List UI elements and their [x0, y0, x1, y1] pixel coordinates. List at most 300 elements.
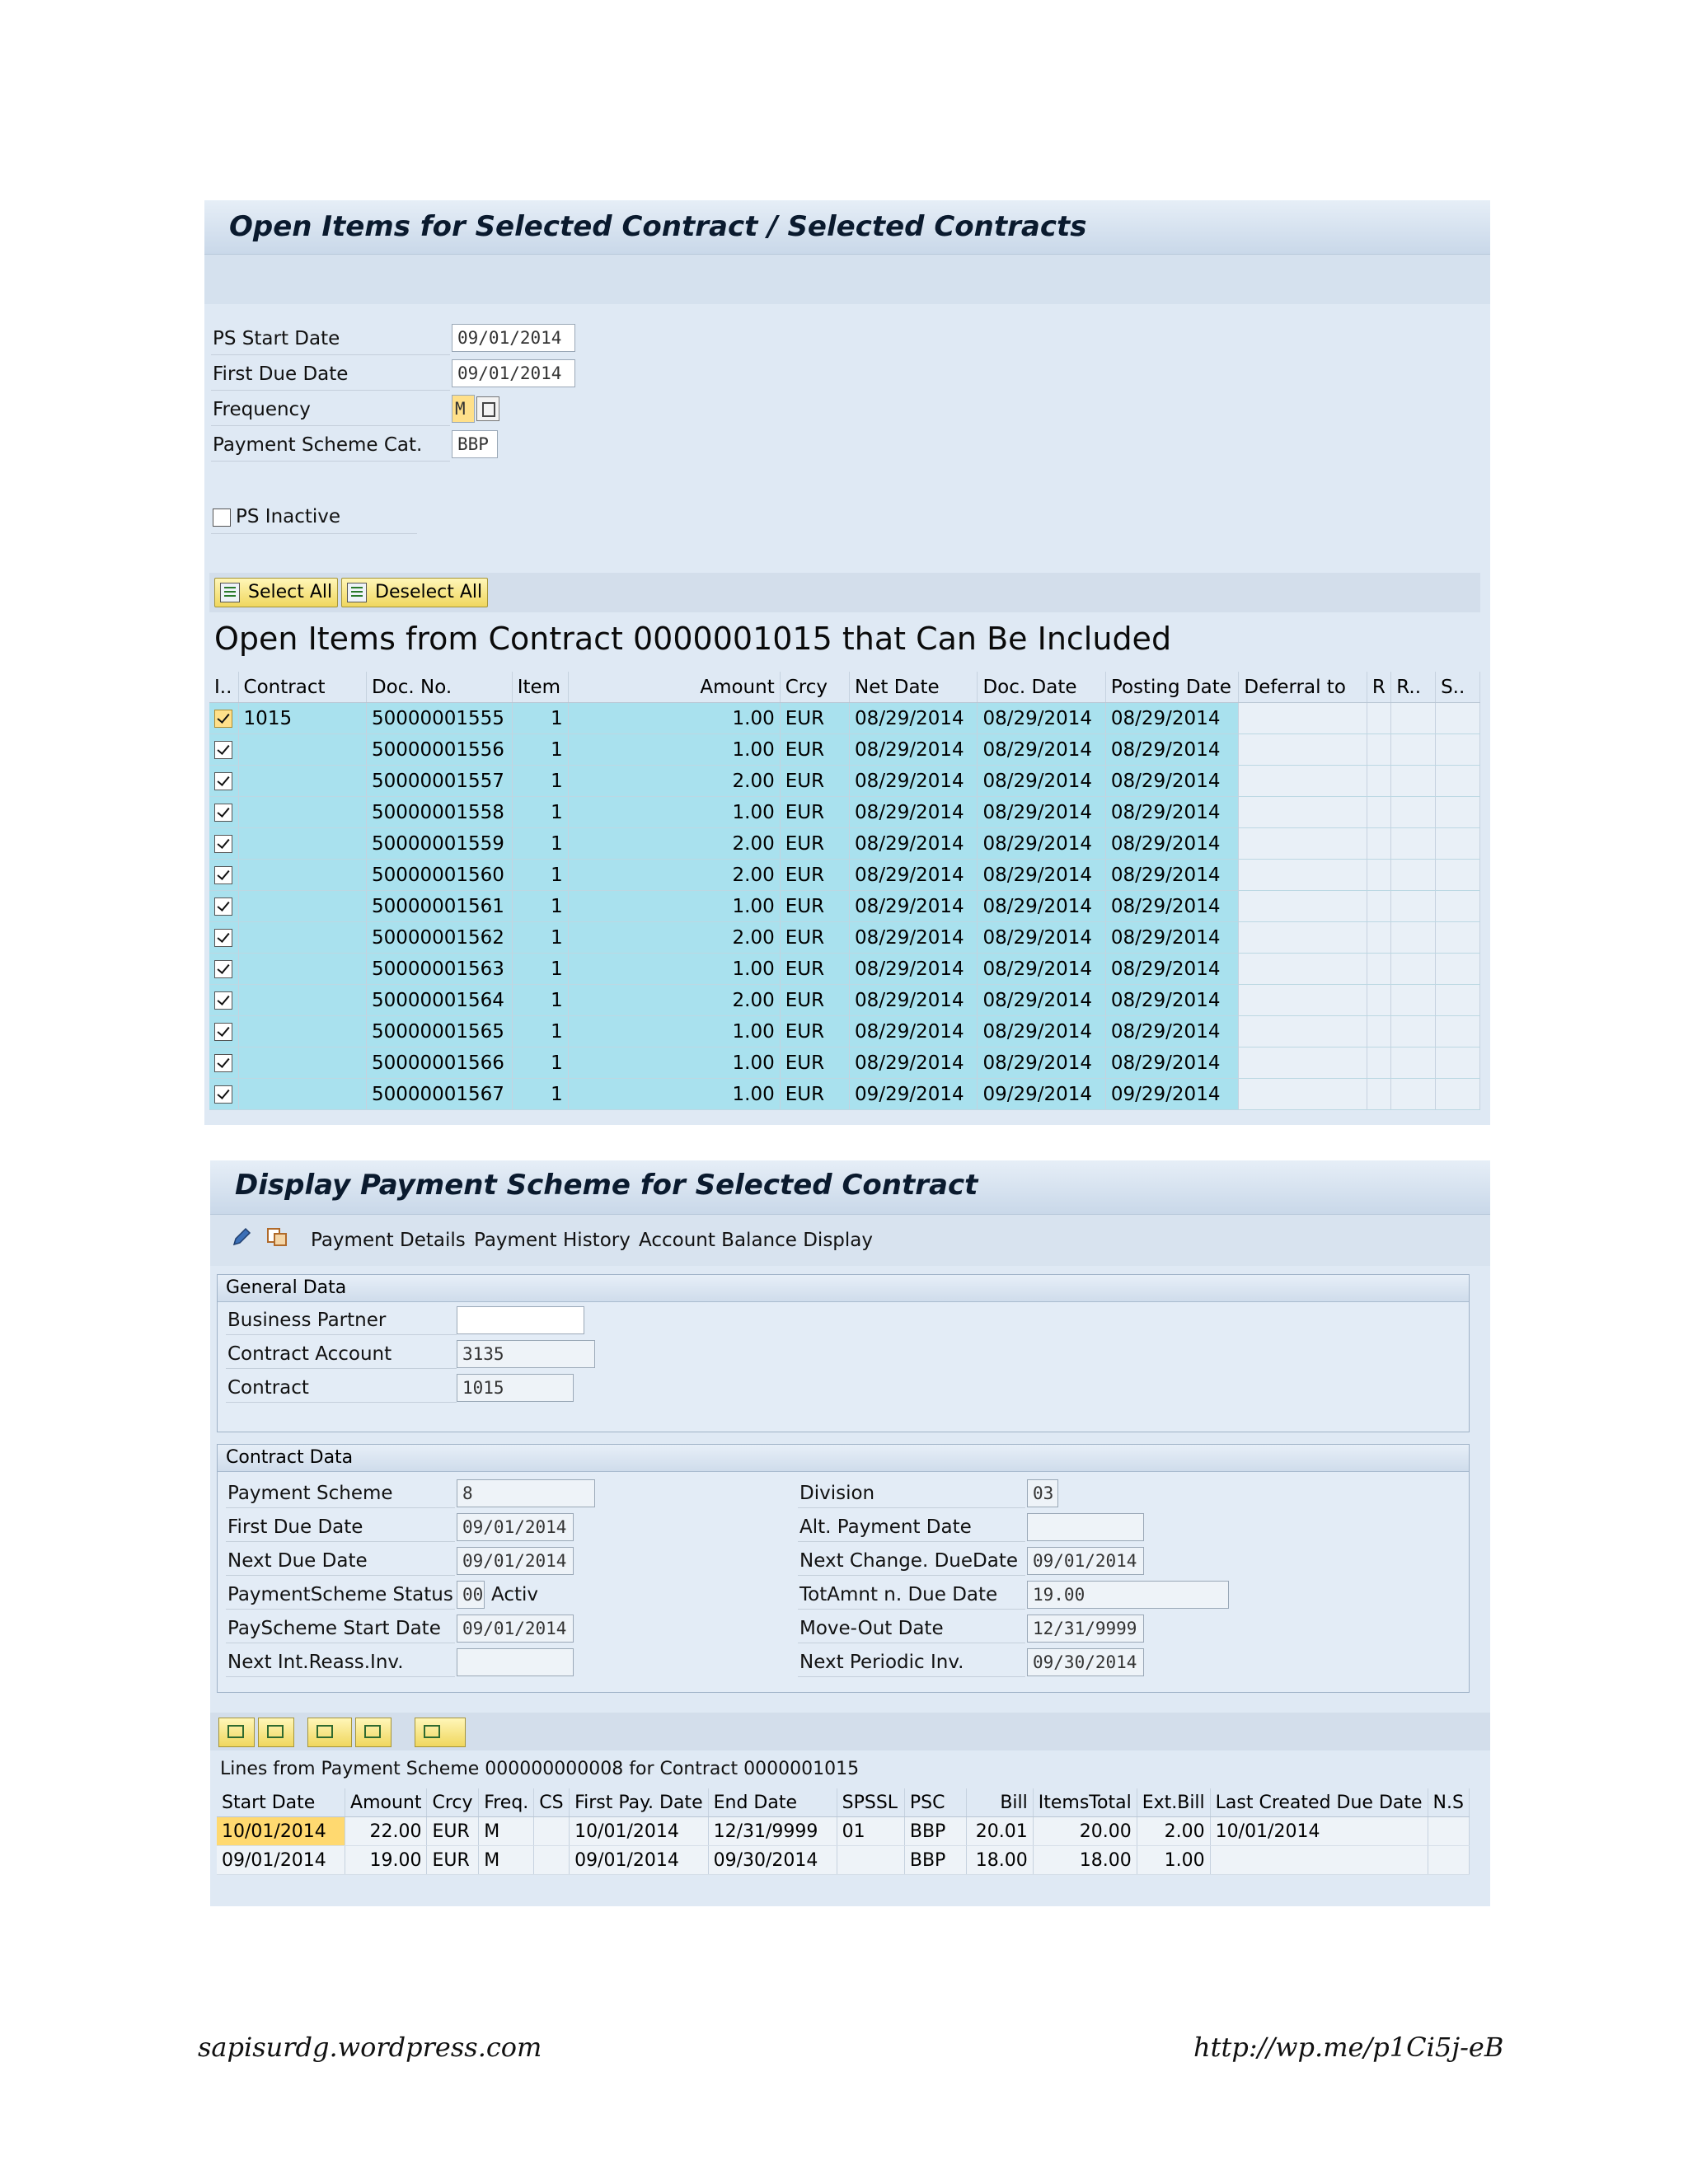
table-cell: 09/29/2014 [978, 1079, 1105, 1110]
contract-data-field[interactable]: 19.00 [1027, 1581, 1229, 1609]
col-header[interactable]: First Pay. Date [570, 1788, 709, 1817]
table-cell [1239, 797, 1367, 828]
table-row[interactable] [209, 828, 1480, 860]
contract-data-field[interactable]: 09/01/2014 [1027, 1547, 1144, 1575]
table-cell: 50000001561 [366, 891, 512, 922]
table-cell [1436, 797, 1480, 828]
table-cell [1436, 954, 1480, 985]
select-all-label: Select All [248, 582, 333, 602]
label-underline [798, 1676, 1025, 1677]
col-header[interactable]: Posting Date [1105, 672, 1239, 703]
table-cell [238, 1016, 366, 1047]
col-header[interactable]: N.S [1428, 1788, 1469, 1817]
payment-history-button[interactable]: Payment History [474, 1230, 631, 1251]
ps-start-date-field[interactable]: 09/01/2014 [452, 324, 575, 352]
account-balance-display-button[interactable]: Account Balance Display [639, 1230, 873, 1251]
table-cell [1367, 828, 1390, 860]
general-data-heading: General Data [218, 1275, 1469, 1302]
col-header[interactable]: Doc. Date [978, 672, 1105, 703]
contract-data-label: Next Int.Reass.Inv. [227, 1652, 404, 1673]
switch-display-icon[interactable] [266, 1226, 288, 1248]
contract-data-label: Payment Scheme [227, 1483, 393, 1504]
table-cell: 1 [512, 922, 568, 954]
table-cell: 08/29/2014 [978, 766, 1105, 797]
table-cell: 10/01/2014 [217, 1817, 345, 1846]
table-cell: 08/29/2014 [978, 1016, 1105, 1047]
table-cell [1239, 703, 1367, 734]
table-cell: 2.00 [568, 985, 780, 1016]
contract-data-group [217, 1444, 1470, 1693]
col-header[interactable]: Amount [345, 1788, 427, 1817]
table-cell [1239, 860, 1367, 891]
ps-start-date-label: PS Start Date [213, 328, 340, 349]
col-header[interactable]: Ext.Bill [1137, 1788, 1210, 1817]
table-cell: 08/29/2014 [1105, 734, 1239, 766]
table-cell: 1.00 [568, 891, 780, 922]
table-cell: 50000001566 [366, 1047, 512, 1079]
table-cell: M [479, 1817, 534, 1846]
table-cell [1367, 1047, 1390, 1079]
table-cell [1367, 703, 1390, 734]
table-cell: 01 [837, 1817, 904, 1846]
open-items-panel [204, 200, 1490, 1125]
label-underline [226, 1334, 457, 1335]
table-cell: 50000001567 [366, 1079, 512, 1110]
col-header[interactable]: Last Created Due Date [1210, 1788, 1428, 1817]
table-cell [209, 922, 238, 954]
col-header[interactable]: Deferral to [1239, 672, 1367, 703]
payment-scheme-cat-field[interactable]: BBP [452, 430, 498, 458]
row-select-checkbox[interactable] [214, 804, 232, 822]
table-cell: 1 [512, 1047, 568, 1079]
table-cell: 08/29/2014 [978, 734, 1105, 766]
col-header[interactable]: CS [534, 1788, 570, 1817]
row-select-checkbox[interactable] [214, 1085, 232, 1104]
table-cell: EUR [427, 1817, 479, 1846]
contract-data-label: Next Periodic Inv. [799, 1652, 964, 1673]
table-cell [1391, 766, 1436, 797]
label-underline [798, 1507, 1025, 1508]
table-cell [238, 828, 366, 860]
table-cell [1239, 891, 1367, 922]
table-cell [1367, 922, 1390, 954]
table-cell: 50000001556 [366, 734, 512, 766]
table-cell: 1.00 [568, 1047, 780, 1079]
col-header[interactable]: ItemsTotal [1033, 1788, 1137, 1817]
table-cell: 1 [512, 1016, 568, 1047]
table-cell: 08/29/2014 [978, 1047, 1105, 1079]
table-cell: 50000001558 [366, 797, 512, 828]
table-row[interactable] [209, 985, 1480, 1016]
table-cell [1239, 828, 1367, 860]
table-cell: 19.00 [345, 1846, 427, 1875]
table-cell: 18.00 [1033, 1846, 1137, 1875]
contract-data-field[interactable]: 8 [457, 1479, 595, 1507]
table-cell [209, 1079, 238, 1110]
table-cell: 1.00 [1137, 1846, 1210, 1875]
deselect-all-button[interactable] [341, 578, 488, 607]
table-cell [1391, 797, 1436, 828]
table-cell [209, 734, 238, 766]
table-cell [534, 1817, 570, 1846]
sort-descending-icon[interactable] [258, 1718, 294, 1747]
table-cell [1239, 766, 1367, 797]
table-cell: BBP [904, 1817, 966, 1846]
contract-account-field[interactable]: 3135 [457, 1340, 595, 1368]
table-cell [1436, 1079, 1480, 1110]
table-cell [238, 1047, 366, 1079]
table-cell: 08/29/2014 [1105, 860, 1239, 891]
footer-right-url: http://wp.me/p1Ci5j-eB [1193, 2032, 1504, 2063]
table-cell: 08/29/2014 [850, 1047, 978, 1079]
table-cell: 09/01/2014 [570, 1846, 709, 1875]
open-items-heading: Open Items from Contract 0000001015 that Can Be Included [214, 621, 1172, 657]
table-cell: 22.00 [345, 1817, 427, 1846]
general-data-group [217, 1274, 1470, 1432]
table-cell: 1.00 [568, 1079, 780, 1110]
table-cell [238, 985, 366, 1016]
table-cell: EUR [780, 734, 849, 766]
row-select-checkbox[interactable] [214, 835, 232, 853]
table-cell [238, 954, 366, 985]
table-cell: 08/29/2014 [850, 828, 978, 860]
table-cell [1367, 797, 1390, 828]
contract-data-field[interactable] [457, 1648, 574, 1676]
table-cell [1391, 954, 1436, 985]
table-cell: 12/31/9999 [708, 1817, 837, 1846]
label-underline [211, 354, 450, 355]
contract-data-heading: Contract Data [218, 1445, 1469, 1472]
table-cell [238, 734, 366, 766]
deselect-all-label: Deselect All [375, 582, 483, 602]
col-header[interactable]: Doc. No. [366, 672, 512, 703]
table-cell [238, 797, 366, 828]
table-cell [209, 766, 238, 797]
col-header[interactable]: Start Date [217, 1788, 345, 1817]
table-row[interactable] [209, 860, 1480, 891]
col-header[interactable]: R [1367, 672, 1390, 703]
table-row[interactable] [209, 954, 1480, 985]
contract-data-label: Division [799, 1483, 875, 1504]
col-header[interactable]: Net Date [850, 672, 978, 703]
table-cell: 08/29/2014 [1105, 797, 1239, 828]
table-cell: 08/29/2014 [850, 1016, 978, 1047]
table-cell: 08/29/2014 [850, 797, 978, 828]
row-select-checkbox[interactable] [214, 1054, 232, 1072]
table-cell [209, 954, 238, 985]
table-cell: EUR [780, 985, 849, 1016]
table-cell: 08/29/2014 [1105, 1016, 1239, 1047]
label-underline [226, 1575, 455, 1576]
table-cell [1428, 1846, 1469, 1875]
table-cell: 1.00 [568, 734, 780, 766]
contract-data-field[interactable]: 09/01/2014 [457, 1615, 574, 1643]
ps-inactive-label: PS Inactive [236, 506, 341, 527]
contract-data-label: Next Change. DueDate [799, 1550, 1018, 1572]
business-partner-label: Business Partner [227, 1310, 387, 1331]
select-all-icon [220, 583, 240, 602]
table-cell [1391, 828, 1436, 860]
contract-data-label: PayScheme Start Date [227, 1618, 441, 1639]
table-cell: 08/29/2014 [978, 860, 1105, 891]
col-header[interactable]: Item [512, 672, 568, 703]
table-cell [1367, 954, 1390, 985]
contract-data-label: Next Due Date [227, 1550, 368, 1572]
value-help-icon[interactable] [476, 396, 499, 421]
table-row[interactable] [209, 703, 1480, 734]
first-due-date-label: First Due Date [213, 363, 349, 385]
table-cell [1367, 860, 1390, 891]
title-sub-strip [204, 255, 1490, 304]
table-cell [1239, 734, 1367, 766]
label-underline [226, 1507, 455, 1508]
contract-data-field[interactable]: 12/31/9999 [1027, 1615, 1144, 1643]
table-cell: 1.00 [568, 1016, 780, 1047]
table-cell: 08/29/2014 [850, 766, 978, 797]
label-underline [798, 1609, 1025, 1610]
contract-account-label: Contract Account [227, 1343, 392, 1365]
row-select-checkbox[interactable] [214, 929, 232, 947]
table-cell: 09/30/2014 [708, 1846, 837, 1875]
table-cell: 1 [512, 1079, 568, 1110]
table-cell [1436, 828, 1480, 860]
status-text: Activ [491, 1584, 538, 1605]
table-cell [1391, 734, 1436, 766]
edit-pencil-icon[interactable] [231, 1226, 252, 1248]
label-underline [226, 1368, 457, 1369]
table-cell [1367, 985, 1390, 1016]
table-row[interactable] [209, 891, 1480, 922]
col-header[interactable]: PSC [904, 1788, 966, 1817]
table-cell [209, 860, 238, 891]
table-cell [209, 828, 238, 860]
table-cell: EUR [780, 1079, 849, 1110]
table-cell: 09/29/2014 [850, 1079, 978, 1110]
table-cell: 1 [512, 734, 568, 766]
table-cell [1391, 891, 1436, 922]
table-row[interactable] [209, 766, 1480, 797]
row-select-checkbox[interactable] [214, 772, 232, 790]
col-header[interactable]: Crcy [780, 672, 849, 703]
table-cell: EUR [780, 891, 849, 922]
row-select-checkbox[interactable] [214, 866, 232, 884]
table-cell [1436, 891, 1480, 922]
label-underline [211, 425, 450, 426]
table-cell [1391, 1016, 1436, 1047]
panel-title-bar [204, 200, 1490, 255]
label-underline [226, 1402, 457, 1403]
table-cell: 08/29/2014 [850, 891, 978, 922]
table-cell: 50000001559 [366, 828, 512, 860]
table-cell: EUR [780, 1016, 849, 1047]
contract-data-field[interactable]: 03 [1027, 1479, 1058, 1507]
table-row[interactable] [217, 1817, 1470, 1846]
table-cell: 20.00 [1033, 1817, 1137, 1846]
table-cell: 2.00 [568, 860, 780, 891]
table-cell: EUR [427, 1846, 479, 1875]
table-row[interactable] [209, 922, 1480, 954]
table-cell [1436, 734, 1480, 766]
table-cell [534, 1846, 570, 1875]
table-cell: 10/01/2014 [570, 1817, 709, 1846]
row-select-checkbox[interactable] [214, 898, 232, 916]
payment-scheme-cat-label: Payment Scheme Cat. [213, 434, 423, 456]
table-cell: 08/29/2014 [978, 703, 1105, 734]
col-header[interactable]: R.. [1391, 672, 1436, 703]
table-cell: EUR [780, 766, 849, 797]
row-select-checkbox[interactable] [214, 991, 232, 1010]
table-cell: 2.00 [568, 922, 780, 954]
contract-data-label: First Due Date [227, 1516, 363, 1538]
label-underline [226, 1609, 455, 1610]
table-cell: 08/29/2014 [850, 703, 978, 734]
col-header[interactable]: SPSSL [837, 1788, 904, 1817]
lines-heading: Lines from Payment Scheme 000000000008 for Contract 0000001015 [220, 1759, 860, 1779]
ps-inactive-checkbox[interactable] [213, 509, 231, 527]
table-cell [209, 985, 238, 1016]
table-row[interactable] [209, 1016, 1480, 1047]
table-cell: 08/29/2014 [1105, 954, 1239, 985]
select-all-button[interactable] [214, 578, 338, 607]
table-row[interactable] [209, 1079, 1480, 1110]
label-underline [798, 1575, 1025, 1576]
table-cell [209, 1047, 238, 1079]
table-cell: 08/29/2014 [850, 922, 978, 954]
table-cell: 08/29/2014 [850, 734, 978, 766]
table-cell: 1.00 [568, 703, 780, 734]
table-cell [1436, 985, 1480, 1016]
table-row[interactable] [209, 797, 1480, 828]
table-cell: 08/29/2014 [1105, 828, 1239, 860]
table-cell [1436, 860, 1480, 891]
table-cell: 08/29/2014 [1105, 922, 1239, 954]
row-select-checkbox[interactable] [214, 960, 232, 978]
table-cell: EUR [780, 860, 849, 891]
table-cell [238, 922, 366, 954]
table-cell: 1.00 [568, 797, 780, 828]
table-cell: 1.00 [568, 954, 780, 985]
table-cell: EUR [780, 954, 849, 985]
contract-data-field[interactable] [1027, 1513, 1144, 1541]
table-cell [1239, 954, 1367, 985]
table-cell [238, 860, 366, 891]
table-cell: EUR [780, 1047, 849, 1079]
row-select-checkbox[interactable] [214, 1023, 232, 1041]
col-header[interactable]: S.. [1436, 672, 1480, 703]
payment-details-button[interactable]: Payment Details [311, 1230, 466, 1251]
table-cell [1391, 1079, 1436, 1110]
table-cell: 50000001562 [366, 922, 512, 954]
contract-data-label: TotAmnt n. Due Date [799, 1584, 998, 1605]
row-select-checkbox[interactable] [214, 710, 232, 728]
print-icon[interactable] [355, 1718, 392, 1747]
contract-data-field[interactable]: 09/01/2014 [457, 1513, 574, 1541]
table-cell: 50000001564 [366, 985, 512, 1016]
table-cell: 50000001563 [366, 954, 512, 985]
table-cell [1436, 922, 1480, 954]
col-header[interactable]: End Date [708, 1788, 837, 1817]
table-cell [238, 891, 366, 922]
label-underline [211, 461, 450, 462]
col-header[interactable]: Contract [238, 672, 366, 703]
table-cell: 08/29/2014 [978, 954, 1105, 985]
table-cell: EUR [780, 703, 849, 734]
table-cell [1428, 1817, 1469, 1846]
table-cell: 1 [512, 860, 568, 891]
table-cell: 1 [512, 797, 568, 828]
panel-title: Display Payment Scheme for Selected Contract [235, 1169, 978, 1202]
col-header[interactable]: I.. [209, 672, 238, 703]
table-cell [1367, 734, 1390, 766]
table-cell: 08/29/2014 [850, 985, 978, 1016]
table-cell: 50000001555 [366, 703, 512, 734]
table-cell: 10/01/2014 [1210, 1817, 1428, 1846]
table-cell: 2.00 [1137, 1817, 1210, 1846]
table-cell: BBP [904, 1846, 966, 1875]
contract-field[interactable]: 1015 [457, 1374, 574, 1402]
table-cell [1239, 1047, 1367, 1079]
frequency-field[interactable]: M [452, 395, 475, 423]
panel-title-bar [210, 1160, 1490, 1215]
table-cell: 2.00 [568, 766, 780, 797]
table-cell: 08/29/2014 [978, 797, 1105, 828]
filter-icon[interactable] [307, 1718, 352, 1747]
table-cell: 08/29/2014 [978, 985, 1105, 1016]
table-row[interactable] [209, 1047, 1480, 1079]
table-cell [1367, 1079, 1390, 1110]
table-row[interactable] [209, 734, 1480, 766]
contract-data-field[interactable]: 09/30/2014 [1027, 1648, 1144, 1676]
table-cell: EUR [780, 797, 849, 828]
table-cell [1391, 985, 1436, 1016]
table-cell [1391, 860, 1436, 891]
table-cell: 09/29/2014 [1105, 1079, 1239, 1110]
table-cell: 50000001557 [366, 766, 512, 797]
table-cell: 08/29/2014 [1105, 703, 1239, 734]
table-cell: M [479, 1846, 534, 1875]
table-cell [1239, 1016, 1367, 1047]
contract-data-field[interactable]: 09/01/2014 [457, 1547, 574, 1575]
table-cell [1367, 766, 1390, 797]
table-cell [1391, 922, 1436, 954]
layout-icon[interactable] [415, 1718, 466, 1747]
contract-data-label: PaymentScheme Status [227, 1584, 453, 1605]
col-header[interactable]: Crcy [427, 1788, 479, 1817]
col-header[interactable]: Freq. [479, 1788, 534, 1817]
contract-data-label: Alt. Payment Date [799, 1516, 972, 1538]
sort-ascending-icon[interactable] [218, 1718, 255, 1747]
table-row[interactable] [217, 1846, 1470, 1875]
table-cell [1436, 766, 1480, 797]
col-header[interactable]: Amount [568, 672, 780, 703]
table-cell [209, 891, 238, 922]
table-cell: 20.01 [966, 1817, 1033, 1846]
table-cell [1367, 891, 1390, 922]
table-cell [1391, 1047, 1436, 1079]
table-cell [209, 797, 238, 828]
contract-data-field[interactable]: 00 [457, 1581, 485, 1609]
col-header[interactable]: Bill [966, 1788, 1033, 1817]
business-partner-field[interactable] [457, 1306, 584, 1334]
row-select-checkbox[interactable] [214, 741, 232, 759]
label-underline [211, 390, 450, 391]
table-cell [837, 1846, 904, 1875]
first-due-date-field[interactable]: 09/01/2014 [452, 359, 575, 387]
table-cell [238, 1079, 366, 1110]
label-underline [211, 533, 417, 534]
panel-title: Open Items for Selected Contract / Selected Contracts [229, 210, 1087, 243]
table-cell: 1 [512, 766, 568, 797]
